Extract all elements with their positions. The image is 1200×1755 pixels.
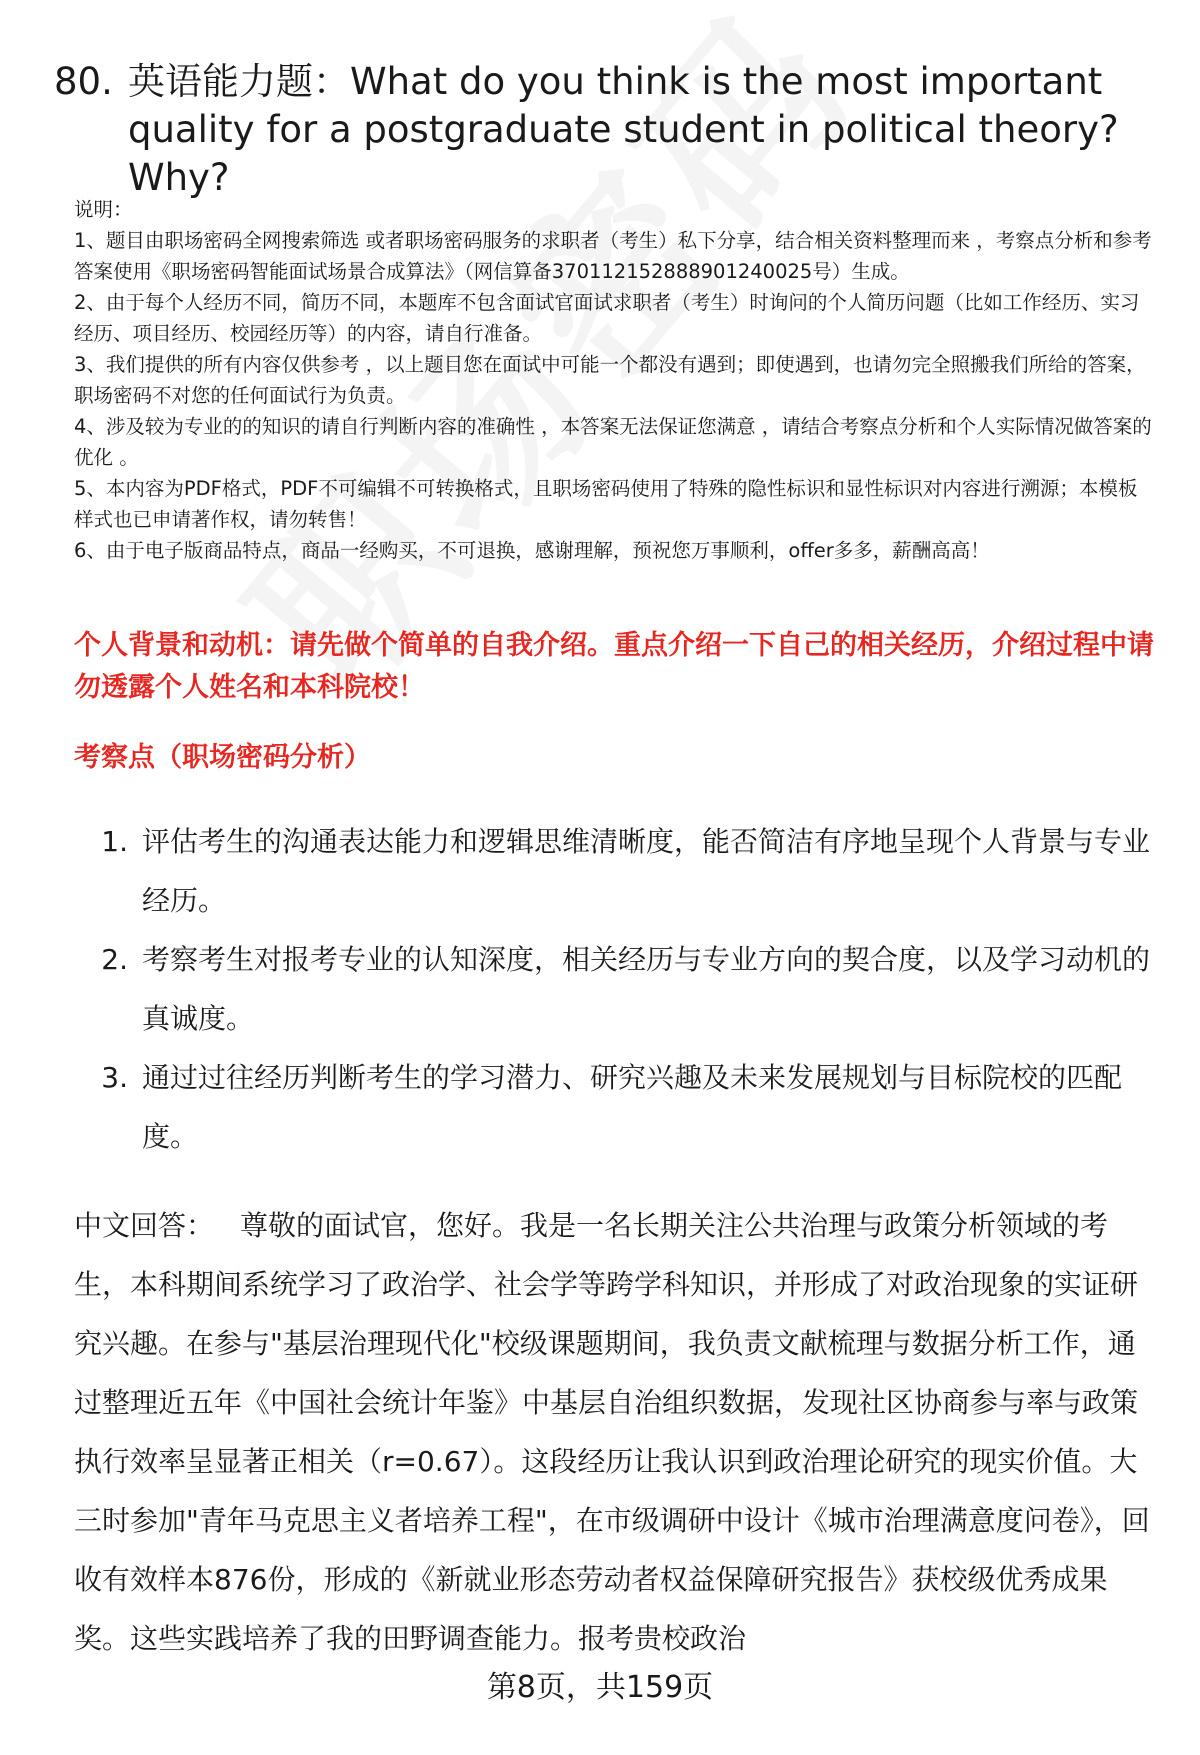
analysis-point — [74, 1048, 1154, 1166]
answer-paragraph — [74, 1196, 1156, 1668]
analysis-points — [74, 812, 1154, 1166]
analysis-point — [74, 930, 1154, 1048]
analysis-heading: 考察点（职场密码分析） — [74, 742, 371, 773]
notes-item: 1、题目由职场密码全网搜索筛选 或者职场密码服务的求职者（考生）私下分享，结合相关资料整理而来 ，考察点分析和参考答案使用《职场密码智能面试场景合成算法》（网信算备370112152888901240025号）生成。 — [74, 229, 1152, 283]
notes-item: 3、我们提供的所有内容仅供参考 ，以上题目您在面试中可能一个都没有遇到；即使遇到，也请勿完全照搬我们所给的答案，职场密码不对您的任何面试行为负责。 — [74, 353, 1146, 407]
notes-item: 6、由于电子版商品特点，商品一经购买，不可退换，感谢理解，预祝您万事顺利，offer多多，薪酬高高！ — [74, 539, 990, 562]
point-number: 1. — [101, 825, 128, 858]
notes-item: 5、本内容为PDF格式，PDF不可编辑不可转换格式，且职场密码使用了特殊的隐性标识和显性标识对内容进行溯源；本模板样式也已申请著作权，请勿转售！ — [74, 477, 1138, 531]
notes-block — [74, 194, 1156, 566]
notes-item: 2、由于每个人经历不同，简历不同，本题库不包含面试官面试求职者（考生）时询问的个人简历问题（比如工作经历、实习经历、项目经历、校园经历等）的内容，请自行准备。 — [74, 291, 1140, 345]
analysis-point — [74, 812, 1154, 930]
notes-item: 4、涉及较为专业的的知识的请自行判断内容的准确性 ，本答案无法保证您满意 ，请结合考察点分析和个人实际情况做答案的优化 。 — [74, 415, 1152, 469]
point-number: 3. — [101, 1061, 128, 1094]
question-text: 英语能力题：What do you think is the most important quality for a postgraduate student in political theory? Why? — [128, 60, 1119, 199]
page-footer: 第8页，共159页 — [486, 1670, 714, 1705]
answer-label: 中文回答： — [74, 1209, 215, 1242]
point-text: 通过过往经历判断考生的学习潜力、研究兴趣及未来发展规划与目标院校的匹配度。 — [142, 1061, 1123, 1153]
point-text: 评估考生的沟通表达能力和逻辑思维清晰度，能否简洁有序地呈现个人背景与专业经历。 — [142, 825, 1151, 917]
answer-text: 尊敬的面试官，您好。我是一名长期关注公共治理与政策分析领域的考生，本科期间系统学习了政治学、社会学等跨学科知识，并形成了对政治现象的实证研究兴趣。在参与"基层治理现代化"校级课题期间，我负责文献梳理与数据分析工作，通过整理近五年《中国社会统计年鉴》中基层自治组织数据，发现社区协商参与率与政策执行效率呈显著正相关（r=0.67）。这段经历让我认识到政治理论研究的现实价值。大三时参加"青年马克思主义者培养工程"，在市级调研中设计《城市治理满意度问卷》，回收有效样本876份，形成的《新就业形态劳动者权益保障研究报告》获校级优秀成果奖。这些实践培养了我的田野调查能力。报考贵校政治 — [74, 1209, 1150, 1655]
point-text: 考察考生对报考专业的认知深度，相关经历与专业方向的契合度，以及学习动机的真诚度。 — [142, 943, 1151, 1035]
section-heading: 个人背景和动机：请先做个简单的自我介绍。重点介绍一下自己的相关经历，介绍过程中请勿透露个人姓名和本科院校！ — [74, 630, 1154, 703]
point-number: 2. — [101, 943, 128, 976]
notes-title: 说明： — [74, 198, 133, 221]
question — [54, 58, 1164, 202]
question-number: 80. — [54, 60, 113, 103]
